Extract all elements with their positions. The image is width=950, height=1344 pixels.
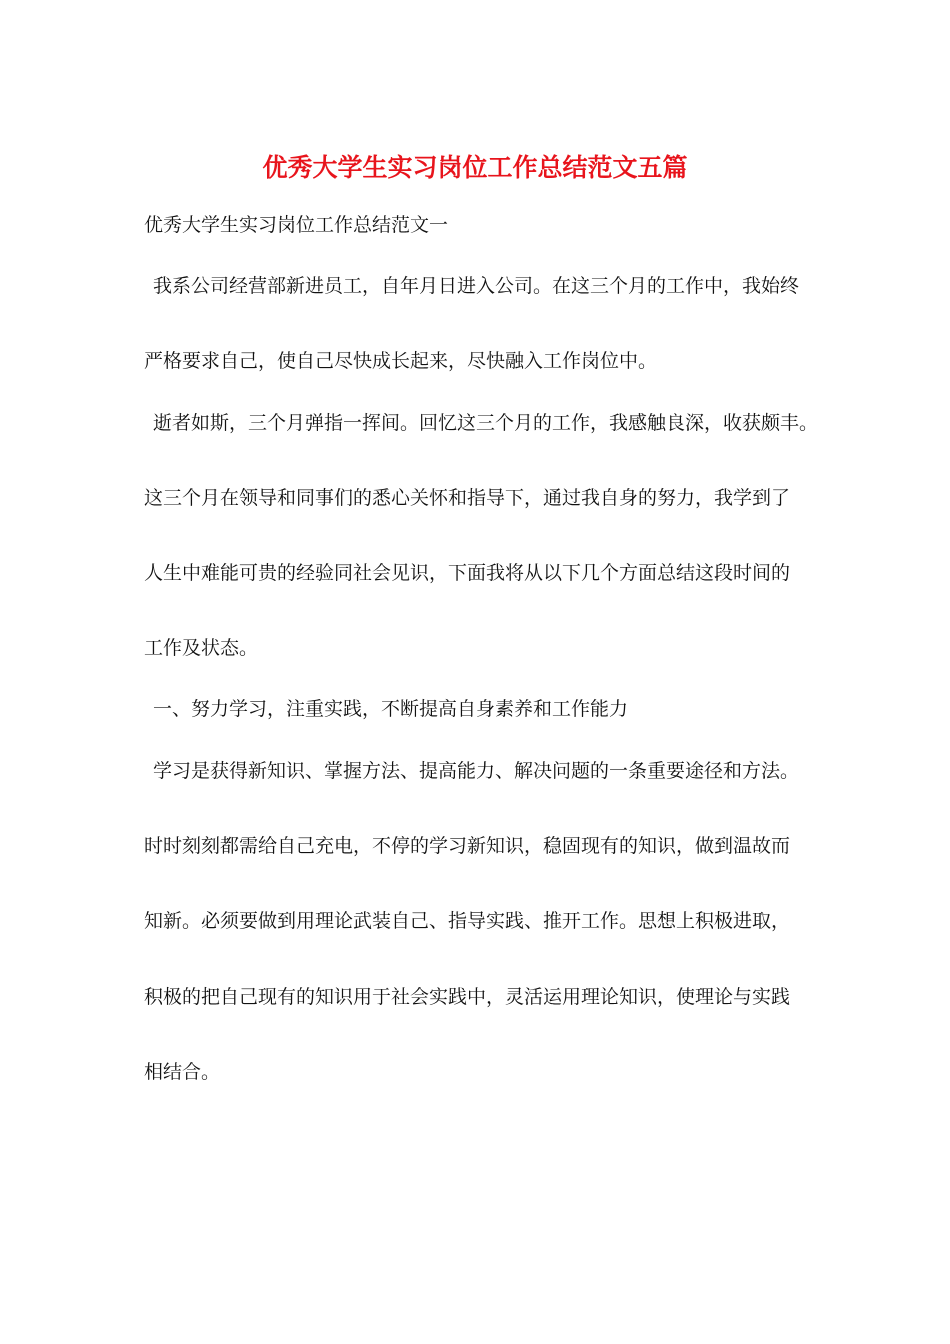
section-heading: 优秀大学生实习岗位工作总结范文一 (144, 214, 449, 236)
paragraph-line: 严格要求自己，使自己尽快成长起来，尽快融入工作岗位中。 (144, 350, 658, 372)
paragraph-line: 这三个月在领导和同事们的悉心关怀和指导下，通过我自身的努力，我学到了 (144, 487, 791, 509)
paragraph-line: 我系公司经营部新进员工，自年月日进入公司。在这三个月的工作中，我始终 (153, 275, 800, 297)
paragraph-line: 知新。必须要做到用理论武装自己、指导实践、推开工作。思想上积极进取， (144, 910, 791, 932)
paragraph-line: 时时刻刻都需给自己充电，不停的学习新知识，稳固现有的知识，做到温故而 (144, 835, 791, 857)
paragraph-line: 工作及状态。 (144, 637, 259, 659)
paragraph-line: 相结合。 (144, 1061, 221, 1083)
paragraph-line: 积极的把自己现有的知识用于社会实践中，灵活运用理论知识，使理论与实践 (144, 986, 791, 1008)
paragraph-line: 人生中难能可贵的经验同社会见识，下面我将从以下几个方面总结这段时间的 (144, 562, 791, 584)
paragraph-line: 学习是获得新知识、掌握方法、提高能力、解决问题的一条重要途径和方法。 (153, 760, 800, 782)
document-title: 优秀大学生实习岗位工作总结范文五篇 (262, 153, 688, 182)
subsection-heading: 一、努力学习，注重实践，不断提高自身素养和工作能力 (153, 698, 629, 720)
paragraph-line: 逝者如斯，三个月弹指一挥间。回忆这三个月的工作，我感触良深，收获颇丰。 (153, 412, 819, 434)
